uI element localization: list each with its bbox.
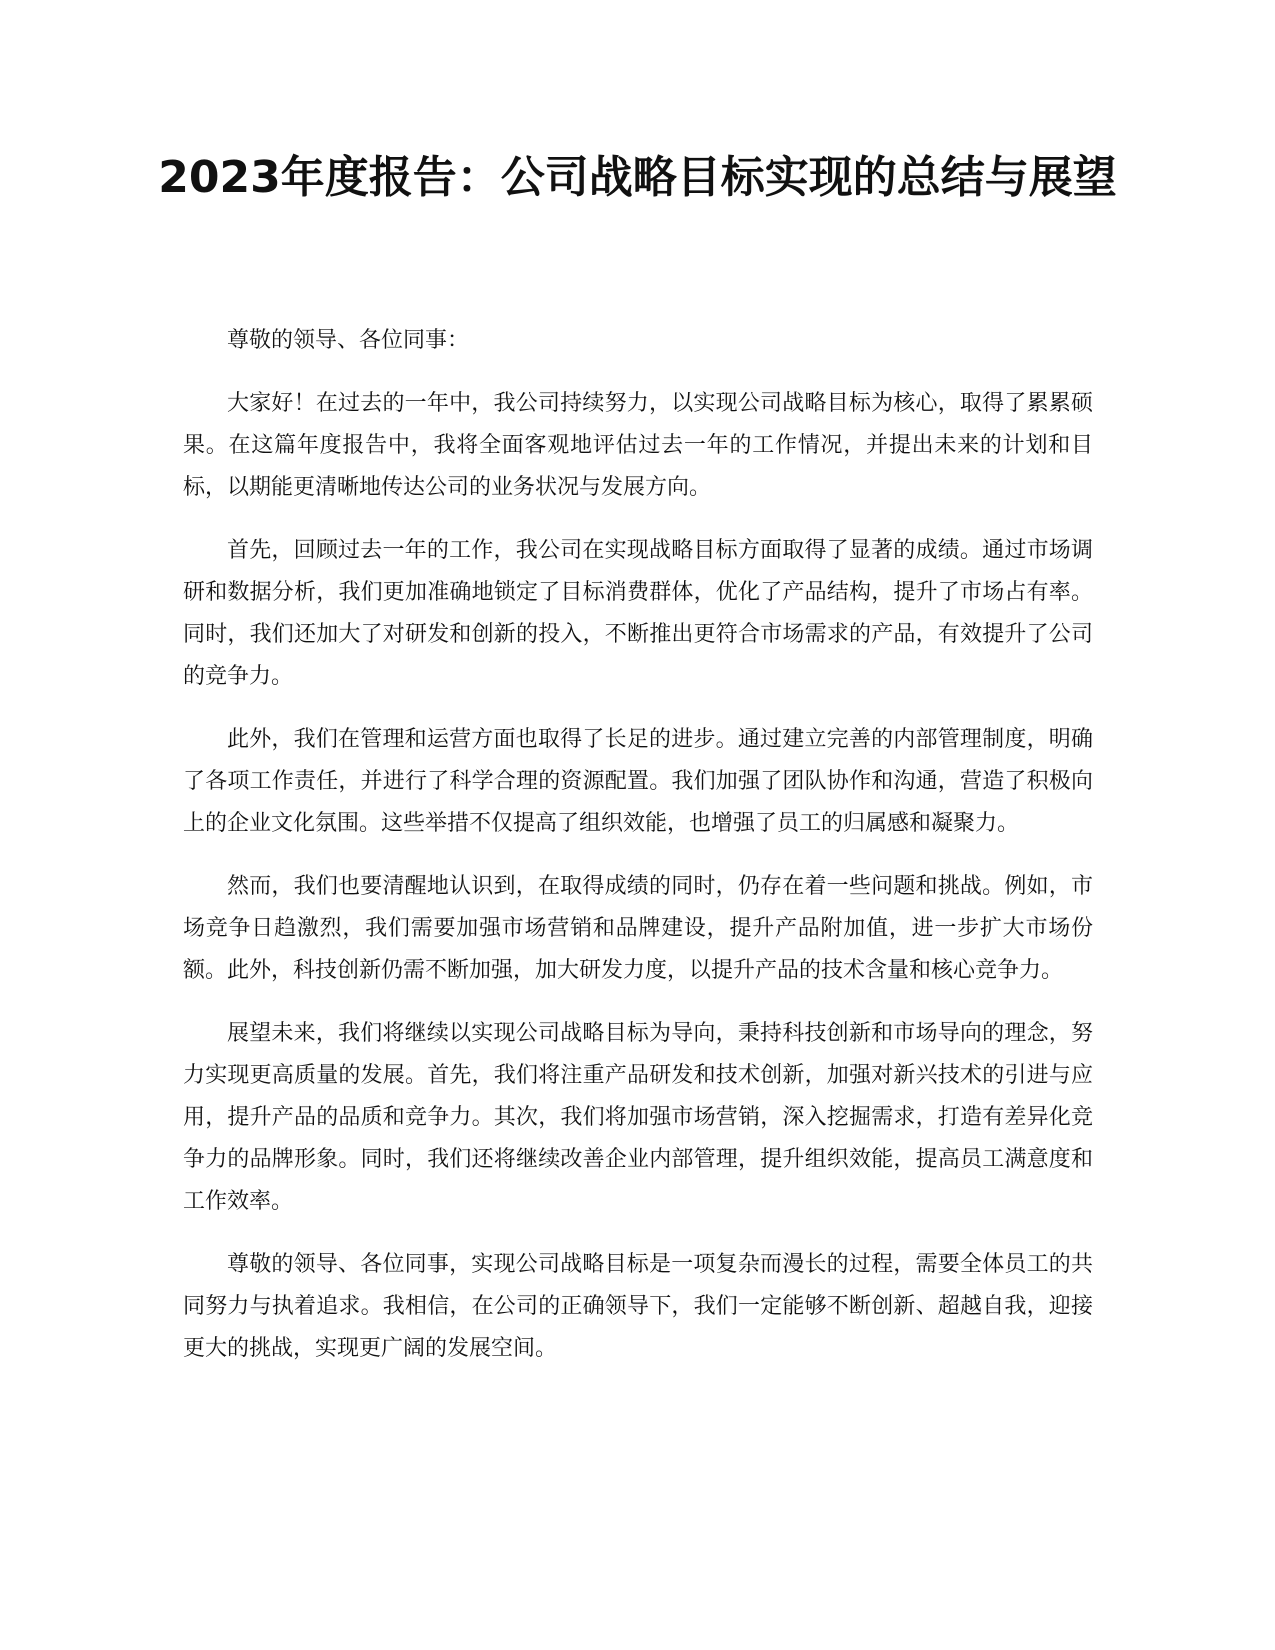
- outlook-paragraph: 展望未来，我们将继续以实现公司战略目标为导向，秉持科技创新和市场导向的理念，努力实现更高质量的发展。首先，我们将注重产品研发和技术创新，加强对新兴技术的引进与应用，提升产品的品质和竞争力。其次，我们将加强市场营销，深入挖掘需求，打造有差异化竞争力的品牌形象。同时，我们还将继续改善企业内部管理，提升组织效能，提高员工满意度和工作效率。: [183, 1021, 1093, 1214]
- document-body: [183, 320, 1093, 1391]
- management-paragraph: 此外，我们在管理和运营方面也取得了长足的进步。通过建立完善的内部管理制度，明确了各项工作责任，并进行了科学合理的资源配置。我们加强了团队协作和沟通，营造了积极向上的企业文化氛围。这些举措不仅提高了组织效能，也增强了员工的归属感和凝聚力。: [183, 727, 1093, 836]
- achievements-paragraph: 首先，回顾过去一年的工作，我公司在实现战略目标方面取得了显著的成绩。通过市场调研和数据分析，我们更加准确地锁定了目标消费群体，优化了产品结构，提升了市场占有率。同时，我们还加大了对研发和创新的投入，不断推出更符合市场需求的产品，有效提升了公司的竞争力。: [183, 538, 1093, 689]
- intro-paragraph: 大家好！在过去的一年中，我公司持续努力，以实现公司战略目标为核心，取得了累累硕果。在这篇年度报告中，我将全面客观地评估过去一年的工作情况，并提出未来的计划和目标，以期能更清晰地传达公司的业务状况与发展方向。: [183, 391, 1093, 500]
- document-title: 2023年度报告：公司战略目标实现的总结与展望: [158, 152, 1117, 203]
- challenges-paragraph: 然而，我们也要清醒地认识到，在取得成绩的同时，仍存在着一些问题和挑战。例如，市场竞争日趋激烈，我们需要加强市场营销和品牌建设，提升产品附加值，进一步扩大市场份额。此外，科技创新仍需不断加强，加大研发力度，以提升产品的技术含量和核心竞争力。: [183, 874, 1093, 983]
- closing-paragraph: 尊敬的领导、各位同事，实现公司战略目标是一项复杂而漫长的过程，需要全体员工的共同努力与执着追求。我相信，在公司的正确领导下，我们一定能够不断创新、超越自我，迎接更大的挑战，实现更广阔的发展空间。: [183, 1252, 1093, 1361]
- salutation-paragraph: 尊敬的领导、各位同事：: [227, 328, 470, 353]
